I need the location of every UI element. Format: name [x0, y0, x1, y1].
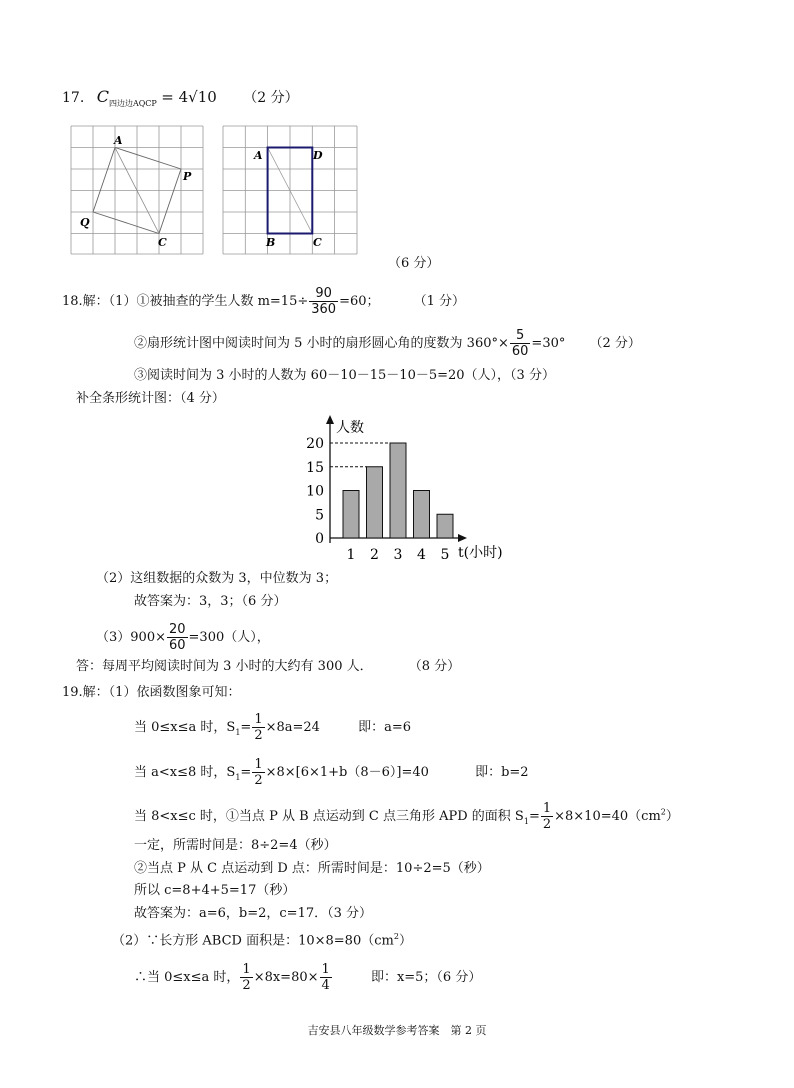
q19-l2-sub: 1	[235, 773, 241, 782]
q19-l2-res: 即：b=2	[475, 765, 529, 780]
frac-90-360	[309, 286, 338, 317]
q18-line3: ③阅读时间为 3 小时的人数为 60－10－15－10－5=20（人），（3 分）	[134, 368, 555, 383]
q19-line9	[134, 962, 481, 993]
x-tick-label: 5	[440, 547, 450, 562]
q19-l3-sub: 1	[523, 817, 529, 826]
f1-num: 1	[254, 712, 263, 727]
q18-line1-score: （1 分）	[413, 294, 466, 309]
q18-line1-tail: =60；	[339, 294, 380, 309]
f2-num: 1	[254, 757, 263, 772]
q18-line2-tail: =30°	[531, 336, 566, 351]
q19-line4: 一定，所需时间是：8÷2=4（秒）	[134, 838, 337, 853]
q18-part3-head: （3）900×	[96, 630, 166, 645]
label-p: P	[183, 170, 192, 183]
q18-part3	[96, 622, 270, 653]
label-b: B	[266, 236, 276, 249]
f1-den: 2	[254, 728, 263, 743]
f4-num: 1	[242, 962, 251, 977]
q19-l2-tail: ×8×[6×1+b（8－6）]=40	[265, 765, 429, 780]
y-tick-label: 10	[306, 483, 324, 500]
y-axis-label: 人数	[336, 420, 364, 436]
q19-l1-sub: 1	[235, 728, 241, 737]
q19-l1-head: 当 0≤x≤a 时，S	[134, 720, 236, 735]
q19-line5: ②当点 P 从 C 点运动到 D 点：所需时间是：10÷2=5（秒）	[134, 861, 490, 876]
q19-l1-tail: ×8a=24	[265, 720, 320, 735]
q19-l9-mid: ×8x=80×	[253, 970, 319, 985]
bar-2	[367, 467, 383, 538]
f5-den: 4	[321, 978, 330, 993]
q19-l2-eq: =	[240, 765, 252, 780]
q18-part2-b: 故答案为：3，3；（6 分）	[134, 594, 287, 609]
frac-1-2-c	[541, 801, 553, 832]
label-c: C	[313, 236, 322, 249]
label-q: Q	[80, 216, 90, 229]
q17-number: 17.	[62, 90, 85, 106]
bar-4	[414, 491, 430, 539]
label-d: D	[313, 149, 323, 162]
frac1-num: 90	[309, 286, 338, 302]
label-c: C	[158, 236, 167, 249]
x-tick-label: 1	[346, 547, 356, 562]
perimeter-symbol: C	[96, 87, 109, 106]
q18-line2	[134, 328, 641, 359]
frac2-den: 60	[511, 344, 529, 359]
frac-1-2-b	[252, 757, 264, 788]
q17-score-a: （2 分）	[243, 90, 299, 106]
y-tick-label: 15	[306, 459, 324, 476]
y-tick-label: 0	[315, 531, 324, 547]
f4-den: 2	[242, 978, 251, 993]
f2-den: 2	[254, 773, 263, 788]
y-tick-label: 5	[315, 507, 324, 524]
q19-l8-sup: 2	[393, 932, 399, 941]
q19-header: 19.解：（1）依函数图象可知：	[62, 685, 241, 700]
frac-20-60	[167, 622, 188, 653]
frac-5-60	[510, 328, 531, 359]
q19-l3-close: ）	[665, 809, 679, 824]
q19-l1-res: 即：a=6	[358, 720, 412, 735]
x-tick-label: 3	[393, 547, 403, 562]
page-footer: 吉安县八年级数学参考答案 第 2 页	[307, 1024, 487, 1037]
q18-answer-score: （8 分）	[408, 659, 461, 674]
q18-part3-tail: =300（人），	[188, 630, 270, 645]
q18-answer-line	[76, 658, 460, 676]
q18-line2-head: ②扇形统计图中阅读时间为 5 小时的扇形圆心角的度数为 360°×	[134, 336, 509, 351]
perimeter-subscript: 四边边AQCP	[108, 99, 157, 108]
q19-line1	[134, 712, 411, 743]
bar-5	[437, 514, 453, 538]
frac3-num: 20	[168, 622, 186, 637]
label-a: A	[114, 134, 123, 147]
x-tick-label: 2	[370, 547, 379, 562]
q18-line1	[62, 286, 465, 317]
frac3-den: 60	[168, 638, 186, 653]
label-a: A	[254, 149, 263, 162]
f5-num: 1	[321, 962, 330, 977]
q17-line	[62, 88, 299, 113]
q19-line8	[112, 928, 412, 950]
bar-3	[390, 443, 406, 538]
q19-l8-close: ）	[398, 933, 412, 949]
y-tick-label: 20	[306, 436, 324, 452]
q17-score-b: （6 分）	[388, 256, 440, 271]
x-tick-label: 4	[417, 547, 426, 562]
f3-num: 1	[542, 801, 552, 816]
q19-l9-res: 即：x=5；（6 分）	[370, 970, 482, 985]
q18-line4: 补全条形统计图：（4 分）	[76, 391, 225, 406]
q19-l8-head: （2）∵长方形 ABCD 面积是：10×8=80（cm	[112, 933, 394, 949]
perimeter-value: = 4√10	[161, 88, 217, 106]
f3-den: 2	[542, 817, 552, 832]
q19-line7: 故答案为：a=6，b=2，c=17．（3 分）	[134, 906, 373, 921]
bar-chart	[300, 412, 510, 562]
bar-1	[343, 491, 359, 539]
q19-line2	[134, 757, 529, 788]
q18-header: 18.解：（1）①被抽查的学生人数 m=15÷	[62, 294, 309, 309]
q19-line3	[134, 801, 679, 832]
frac-1-2-d	[240, 962, 252, 993]
frac1-den: 360	[311, 302, 337, 317]
frac2-num: 5	[510, 328, 531, 344]
q19-line6: 所以 c=8+4+5=17（秒）	[134, 883, 296, 898]
q18-answer: 答：每周平均阅读时间为 3 小时的大约有 300 人．	[76, 659, 373, 674]
x-axis-arrow	[458, 534, 467, 542]
frac-1-4	[320, 962, 332, 993]
q19-l3-tail: ×8×10=40（cm	[554, 809, 661, 824]
x-axis-label: t(小时)	[458, 545, 503, 561]
q19-l3-sup: 2	[660, 807, 666, 817]
frac-1-2-a	[252, 712, 264, 743]
q19-l3-head: 当 8<x≤c 时，①当点 P 从 B 点运动到 C 点三角形 APD 的面积 S	[134, 809, 524, 824]
q18-part2-a: （2）这组数据的众数为 3，中位数为 3；	[96, 571, 338, 586]
q19-l1-eq: =	[240, 720, 252, 735]
q17-figure-1	[70, 125, 204, 255]
q19-l9-head: ∴当 0≤x≤a 时，	[134, 970, 240, 985]
q18-line2-score: （2 分）	[589, 336, 641, 351]
q19-l3-eq: =	[528, 809, 540, 824]
q17-figure-2	[222, 125, 358, 255]
q19-l2-head: 当 a<x≤8 时，S	[134, 765, 236, 780]
y-axis-arrow	[326, 415, 334, 424]
